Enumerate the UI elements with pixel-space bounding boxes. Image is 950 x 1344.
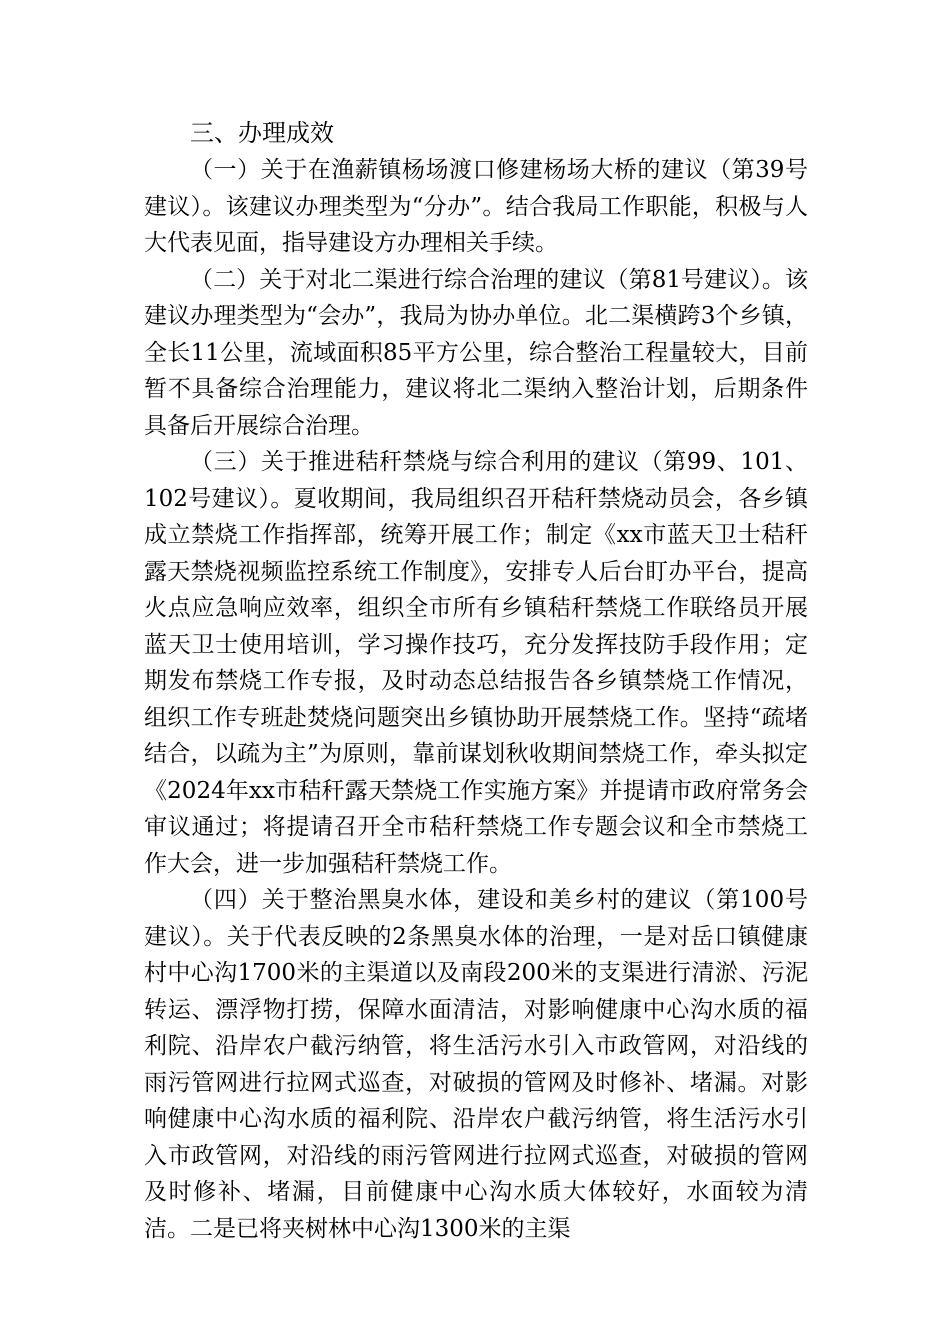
paragraph-item-1: （一）关于在渔薪镇杨场渡口修建杨场大桥的建议（第39号建议）。该建议办理类型为“分办”。结合我局工作职能，积极与人大代表见面，指导建设方办理相关手续。	[144, 157, 808, 256]
paragraph-item-2: （二）关于对北二渠进行综合治理的建议（第81号建议）。该建议办理类型为“会办”，我局为协办单位。北二渠横跨3个乡镇，全长11公里，流域面积85平方公里，综合整治工程量较大，目前暂不具备综合治理能力，建议将北二渠纳入整治计划，后期条件具备后开展综合治理。	[144, 266, 808, 439]
paragraph-item-3: （三）关于推进秸秆禁烧与综合利用的建议（第99、101、102号建议）。夏收期间，我局组织召开秸秆禁烧动员会，各乡镇成立禁烧工作指挥部，统筹开展工作；制定《xx市蓝天卫士秸秆露天禁烧视频监控系统工作制度》，安排专人后台盯办平台，提高火点应急响应效率，组织全市所有乡镇秸秆禁烧工作联络员开展蓝天卫士使用培训，学习操作技巧，充分发挥技防手段作用；定期发布禁烧工作专报，及时动态总结报告各乡镇禁烧工作情况，组织工作专班赴焚烧问题突出乡镇协助开展禁烧工作。坚持“疏堵结合，以疏为主”为原则，靠前谋划秋收期间禁烧工作，牵头拟定《2024年xx市秸秆露天禁烧工作实施方案》并提请市政府常务会审议通过；将提请召开全市秸秆禁烧工作专题会议和全市禁烧工作大会，进一步加强秸秆禁烧工作。	[144, 449, 808, 877]
section-heading: 三、办理成效	[190, 119, 334, 147]
document-body	[144, 114, 808, 1247]
paragraph-item-4: （四）关于整治黑臭水体，建设和美乡村的建议（第100号建议）。关于代表反映的2条黑臭水体的治理，一是对岳口镇健康村中心沟1700米的主渠道以及南段200米的支渠进行清淤、污泥转运、漂浮物打捞，保障水面清洁，对影响健康中心沟水质的福利院、沿岸农户截污纳管，将生活污水引入市政管网，对沿线的雨污管网进行拉网式巡查，对破损的管网及时修补、堵漏。对影响健康中心沟水质的福利院、沿岸农户截污纳管，将生活污水引入市政管网，对沿线的雨污管网进行拉网式巡查，对破损的管网及时修补、堵漏，目前健康中心沟水质大体较好，水面较为清洁。二是已将夹树林中心沟1300米的主渠	[144, 887, 808, 1242]
